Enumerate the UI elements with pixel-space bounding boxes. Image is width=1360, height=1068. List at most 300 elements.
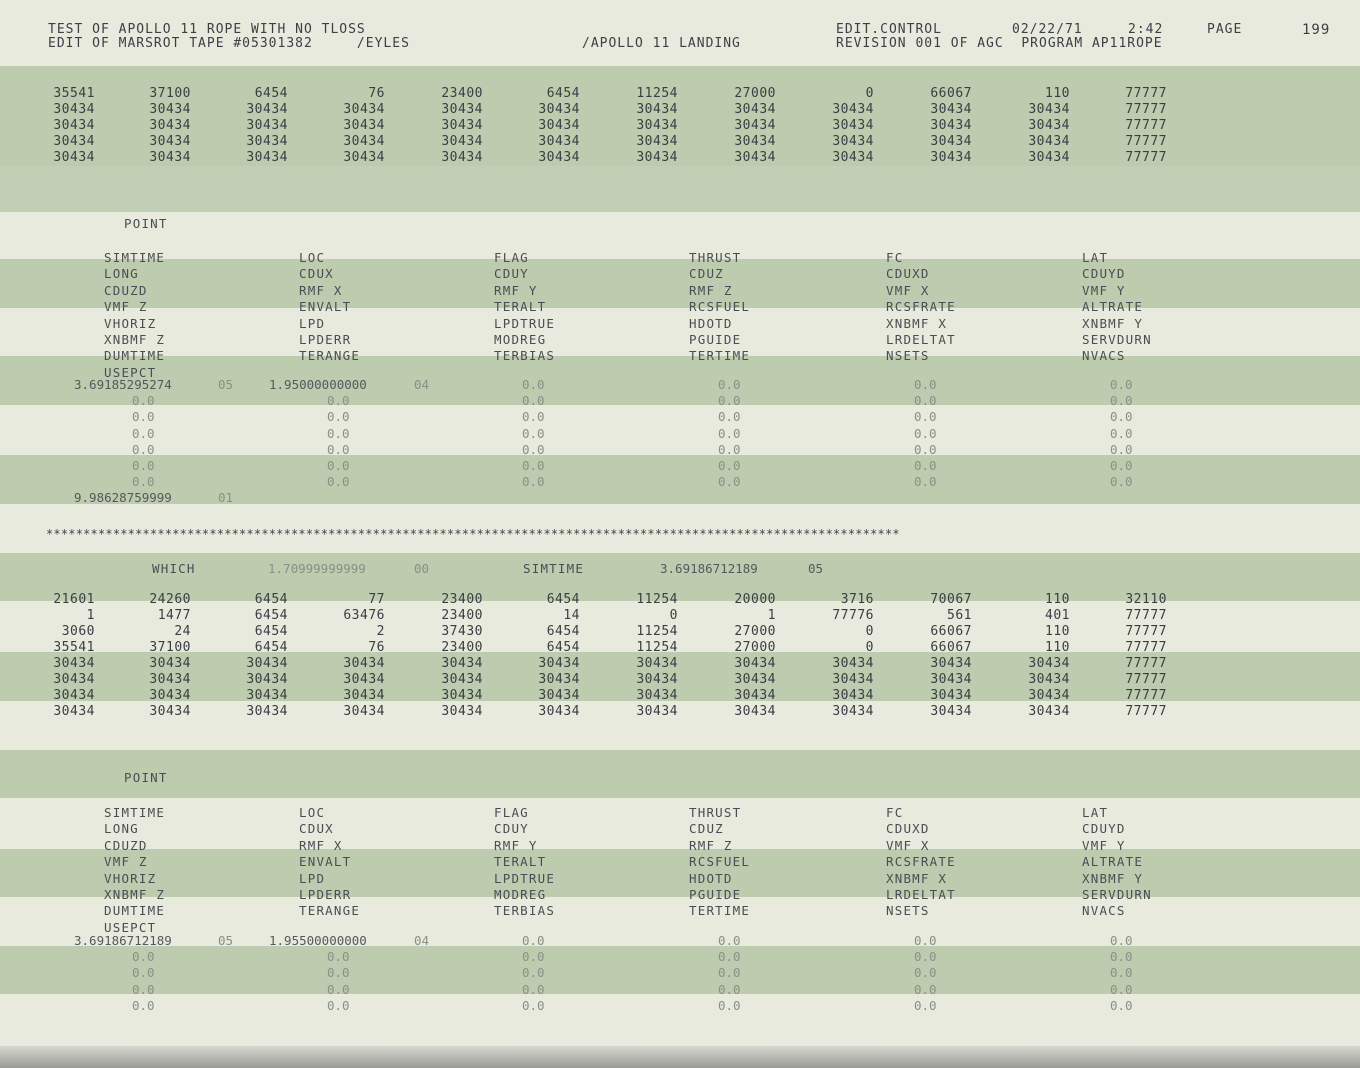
field-label: RMF Z: [689, 282, 733, 298]
table-cell: 30434: [930, 688, 972, 703]
table-cell: 110: [1045, 640, 1070, 655]
field-label: TERBIAS: [494, 348, 556, 364]
field-label: TERBIAS: [494, 903, 556, 919]
table-cell: 30434: [441, 150, 483, 165]
field-label: LPDTRUE: [494, 870, 556, 886]
value-cell: 0.0: [327, 458, 350, 473]
table-cell: 30434: [246, 672, 288, 687]
value-cell: 0.0: [718, 474, 741, 490]
table-cell: 30434: [441, 134, 483, 149]
paper-band: [0, 259, 1360, 308]
table-cell: 30434: [1028, 118, 1070, 133]
table-cell: 32110: [1125, 592, 1167, 607]
table-cell: 30434: [734, 150, 776, 165]
table-cell: 30434: [441, 656, 483, 671]
table-cell: 30434: [538, 150, 580, 165]
paper-band: [0, 356, 1360, 405]
table-cell: 77777: [1125, 118, 1167, 133]
table-cell: 30434: [1028, 688, 1070, 703]
table-cell: 30434: [734, 134, 776, 149]
table-cell: 30434: [538, 704, 580, 719]
field-label: CDUZD: [104, 282, 148, 298]
value-cell: 0.0: [132, 965, 155, 981]
table-cell: 30434: [930, 656, 972, 671]
table-cell: 30434: [538, 134, 580, 149]
value-cell: 0.0: [522, 393, 545, 409]
field-label: TERANGE: [299, 348, 361, 364]
table-cell: 30434: [246, 656, 288, 671]
field-label: DUMTIME: [104, 903, 166, 919]
field-label: NSETS: [886, 348, 930, 364]
table-cell: 30434: [53, 118, 95, 133]
paper-band: [0, 750, 1360, 798]
table-cell: 30434: [930, 672, 972, 687]
point-title: POINT: [124, 770, 168, 785]
field-label: TERTIME: [689, 903, 751, 919]
field-label: VMF X: [886, 837, 930, 853]
table-cell: 30434: [343, 704, 385, 719]
value-cell: 0.0: [914, 441, 937, 457]
field-label: VMF Y: [1082, 837, 1126, 853]
value-cell: 1.95500000000: [269, 933, 367, 948]
table-cell: 30434: [930, 134, 972, 149]
value-cell: 0.0: [718, 393, 741, 409]
table-cell: 30434: [343, 102, 385, 117]
value-cell: 0.0: [522, 965, 545, 981]
table-cell: 77777: [1125, 134, 1167, 149]
field-label: LPD: [299, 315, 326, 331]
value-cell: 0.0: [718, 458, 741, 473]
field-label: SIMTIME: [104, 805, 166, 820]
field-label: CDUY: [494, 266, 529, 282]
field-label: FLAG: [494, 805, 529, 820]
value-cell: 0.0: [914, 474, 937, 490]
table-cell: 30434: [636, 704, 678, 719]
field-label: CDUY: [494, 821, 529, 837]
table-cell: 24260: [149, 592, 191, 607]
field-label: XNBMF Z: [104, 332, 166, 347]
field-label: XNBMF Y: [1082, 315, 1144, 331]
value-cell: 0.0: [1110, 474, 1133, 490]
table-cell: 76: [368, 86, 385, 101]
value-cell: 0.0: [522, 949, 545, 965]
table-cell: 561: [947, 608, 972, 623]
value-cell: 0.0: [1110, 933, 1133, 948]
field-label: CDUZD: [104, 837, 148, 853]
table-cell: 30434: [734, 118, 776, 133]
field-label: TERALT: [494, 299, 547, 315]
field-label: DUMTIME: [104, 348, 166, 364]
value-cell: 0.0: [522, 981, 545, 997]
field-label: RMF X: [299, 282, 343, 298]
table-cell: 30434: [1028, 102, 1070, 117]
table-cell: 0: [669, 608, 678, 623]
field-label: XNBMF X: [886, 315, 948, 331]
field-label: LAT: [1082, 250, 1109, 265]
table-cell: 30434: [149, 102, 191, 117]
value-cell: 3.69186712189: [74, 933, 172, 948]
table-cell: 30434: [343, 150, 385, 165]
table-cell: 23400: [441, 592, 483, 607]
value-cell: 0.0: [718, 949, 741, 965]
table-cell: 110: [1045, 592, 1070, 607]
table-cell: 30434: [149, 688, 191, 703]
field-label: ENVALT: [299, 299, 352, 315]
field-label: PGUIDE: [689, 332, 742, 347]
point-title: POINT: [124, 216, 168, 231]
table-cell: 6454: [254, 592, 288, 607]
value-cell: 0.0: [522, 458, 545, 473]
page-number: 199: [1302, 22, 1331, 38]
value-cell: 0.0: [718, 997, 741, 1013]
table-cell: 2: [376, 624, 385, 639]
table-cell: 30434: [246, 150, 288, 165]
value-cell: 0.0: [522, 474, 545, 490]
field-label: NVACS: [1082, 903, 1126, 919]
value-cell: 0.0: [522, 377, 545, 392]
value-cell: 3.69185295274: [74, 377, 172, 392]
table-cell: 6454: [254, 624, 288, 639]
which-value: 1.70999999999: [268, 561, 366, 576]
value-cell: 0.0: [914, 965, 937, 981]
table-cell: 77777: [1125, 704, 1167, 719]
value-cell: 0.0: [914, 458, 937, 473]
table-cell: 30434: [441, 688, 483, 703]
table-cell: 30434: [832, 118, 874, 133]
table-cell: 30434: [149, 118, 191, 133]
field-label: SERVDURN: [1082, 887, 1152, 902]
table-cell: 11254: [636, 640, 678, 655]
field-label: VMF Y: [1082, 282, 1126, 298]
table-cell: 27000: [734, 624, 776, 639]
simtime-value: 3.69186712189: [660, 561, 758, 576]
which-exponent: 00: [414, 561, 430, 576]
value-cell: 0.0: [132, 949, 155, 965]
field-label: LOC: [299, 805, 326, 820]
table-cell: 30434: [53, 134, 95, 149]
exponent-cell: 05: [218, 377, 234, 392]
value-cell: 0.0: [327, 965, 350, 981]
table-cell: 77: [368, 592, 385, 607]
table-cell: 30434: [149, 150, 191, 165]
table-cell: 30434: [636, 656, 678, 671]
field-label: RMF Y: [494, 837, 538, 853]
table-cell: 30434: [149, 704, 191, 719]
table-cell: 30434: [343, 672, 385, 687]
table-cell: 30434: [343, 118, 385, 133]
table-cell: 6454: [546, 86, 580, 101]
value-cell: 0.0: [914, 933, 937, 948]
header-time: 2:42: [1128, 22, 1164, 37]
field-label: RMF Y: [494, 282, 538, 298]
value-cell: 0.0: [914, 393, 937, 409]
value-cell: 0.0: [132, 409, 155, 425]
table-cell: 77777: [1125, 86, 1167, 101]
field-label: FC: [886, 805, 904, 820]
table-cell: 30434: [832, 134, 874, 149]
table-cell: 30434: [636, 134, 678, 149]
table-cell: 30434: [149, 134, 191, 149]
table-cell: 14: [563, 608, 580, 623]
value-cell: 0.0: [1110, 458, 1133, 473]
field-label: LAT: [1082, 805, 1109, 820]
field-label: SERVDURN: [1082, 332, 1152, 347]
exponent-cell: 05: [218, 933, 234, 948]
field-label: RCSFUEL: [689, 299, 751, 315]
table-cell: 30434: [246, 102, 288, 117]
value-cell: 0.0: [718, 409, 741, 425]
value-cell: 0.0: [1110, 425, 1133, 441]
value-cell: 0.0: [1110, 981, 1133, 997]
field-label: VHORIZ: [104, 870, 157, 886]
table-cell: 30434: [538, 656, 580, 671]
table-cell: 77777: [1125, 624, 1167, 639]
field-label: CDUZ: [689, 821, 724, 837]
field-label: XNBMF Y: [1082, 870, 1144, 886]
field-label: HDOTD: [689, 315, 733, 331]
value-cell: 0.0: [132, 474, 155, 490]
table-cell: 30434: [832, 688, 874, 703]
value-cell: 0.0: [132, 997, 155, 1013]
table-cell: 77776: [832, 608, 874, 623]
field-label: RCSFRATE: [886, 854, 956, 870]
value-cell: 0.0: [1110, 393, 1133, 409]
field-label: TERALT: [494, 854, 547, 870]
table-cell: 30434: [636, 102, 678, 117]
field-label: TERTIME: [689, 348, 751, 364]
exponent-cell: 04: [414, 377, 430, 392]
table-cell: 77777: [1125, 608, 1167, 623]
table-cell: 11254: [636, 624, 678, 639]
exponent-cell: 04: [414, 933, 430, 948]
field-label: LRDELTAT: [886, 887, 956, 902]
field-label: ALTRATE: [1082, 854, 1144, 870]
table-cell: 66067: [930, 640, 972, 655]
table-cell: 30434: [832, 672, 874, 687]
table-cell: 30434: [1028, 704, 1070, 719]
field-label: USEPCT: [104, 919, 157, 935]
value-cell: 0.0: [327, 425, 350, 441]
value-cell: 1.95000000000: [269, 377, 367, 392]
field-label: LOC: [299, 250, 326, 265]
table-cell: 30434: [832, 150, 874, 165]
field-label: CDUXD: [886, 821, 930, 837]
field-label: RMF X: [299, 837, 343, 853]
field-label: VMF Z: [104, 299, 148, 315]
field-label: CDUX: [299, 821, 334, 837]
which-label: WHICH: [152, 561, 196, 576]
value-cell: 0.0: [522, 933, 545, 948]
value-cell: 0.0: [327, 474, 350, 490]
table-cell: 1: [86, 608, 95, 623]
header-center-title: /APOLLO 11 LANDING: [582, 36, 741, 51]
table-cell: 27000: [734, 640, 776, 655]
field-label: ALTRATE: [1082, 299, 1144, 315]
table-cell: 1477: [157, 608, 191, 623]
field-label: USEPCT: [104, 364, 157, 380]
field-label: LPDTRUE: [494, 315, 556, 331]
table-cell: 6454: [546, 640, 580, 655]
table-cell: 30434: [636, 688, 678, 703]
value-cell: 0.0: [327, 997, 350, 1013]
field-label: NSETS: [886, 903, 930, 919]
value-cell: 0.0: [1110, 949, 1133, 965]
table-cell: 30434: [53, 656, 95, 671]
table-cell: 76: [368, 640, 385, 655]
value-cell: 0.0: [132, 458, 155, 473]
value-cell: 0.0: [718, 425, 741, 441]
table-cell: 30434: [538, 688, 580, 703]
field-label: MODREG: [494, 332, 547, 347]
table-cell: 66067: [930, 86, 972, 101]
field-label: LRDELTAT: [886, 332, 956, 347]
table-cell: 70067: [930, 592, 972, 607]
table-cell: 110: [1045, 624, 1070, 639]
table-cell: 30434: [53, 704, 95, 719]
value-cell: 0.0: [1110, 997, 1133, 1013]
paper-band: [0, 455, 1360, 504]
table-cell: 6454: [546, 592, 580, 607]
value-cell: 0.0: [327, 393, 350, 409]
value-cell: 0.0: [914, 949, 937, 965]
header-subtitle: EDIT OF MARSROT TAPE #05301382 /EYLES: [48, 36, 410, 51]
revision-line: REVISION 001 OF AGC PROGRAM AP11ROPE: [836, 36, 1163, 51]
exponent-cell: 01: [218, 490, 234, 506]
table-cell: 30434: [53, 150, 95, 165]
table-cell: 30434: [53, 672, 95, 687]
table-cell: 6454: [254, 640, 288, 655]
table-cell: 27000: [734, 86, 776, 101]
field-label: RCSFUEL: [689, 854, 751, 870]
table-cell: 30434: [246, 704, 288, 719]
table-cell: 30434: [930, 118, 972, 133]
value-cell: 0.0: [522, 997, 545, 1013]
value-cell: 0.0: [327, 441, 350, 457]
table-cell: 401: [1045, 608, 1070, 623]
value-cell: 0.0: [132, 425, 155, 441]
table-cell: 30434: [53, 688, 95, 703]
value-cell: 0.0: [718, 377, 741, 392]
value-cell: 0.0: [914, 997, 937, 1013]
value-cell: 0.0: [914, 425, 937, 441]
field-label: RCSFRATE: [886, 299, 956, 315]
field-label: FC: [886, 250, 904, 265]
table-cell: 66067: [930, 624, 972, 639]
table-cell: 30434: [636, 118, 678, 133]
value-cell: 0.0: [522, 425, 545, 441]
header-date: 02/22/71: [1012, 22, 1083, 37]
value-cell: 0.0: [327, 981, 350, 997]
table-cell: 35541: [53, 86, 95, 101]
table-cell: 3716: [840, 592, 874, 607]
field-label: RMF Z: [689, 837, 733, 853]
value-cell: 0.0: [132, 981, 155, 997]
table-cell: 30434: [538, 102, 580, 117]
field-label: VHORIZ: [104, 315, 157, 331]
table-cell: 30434: [538, 118, 580, 133]
table-cell: 30434: [734, 656, 776, 671]
table-cell: 21601: [53, 592, 95, 607]
value-cell: 0.0: [327, 409, 350, 425]
table-cell: 30434: [1028, 672, 1070, 687]
header-title: TEST OF APOLLO 11 ROPE WITH NO TLOSS: [48, 22, 366, 37]
field-label: LPDERR: [299, 332, 352, 347]
separator-line: *******************************************************************************************************************: [46, 527, 900, 541]
table-cell: 30434: [636, 150, 678, 165]
table-cell: 37430: [441, 624, 483, 639]
table-cell: 30434: [734, 688, 776, 703]
value-cell: 0.0: [914, 981, 937, 997]
table-cell: 30434: [53, 102, 95, 117]
table-cell: 30434: [343, 688, 385, 703]
page-label: PAGE: [1207, 22, 1243, 37]
table-cell: 77777: [1125, 656, 1167, 671]
table-cell: 20000: [734, 592, 776, 607]
field-label: HDOTD: [689, 870, 733, 886]
value-cell: 0.0: [327, 949, 350, 965]
table-cell: 23400: [441, 640, 483, 655]
table-cell: 30434: [1028, 134, 1070, 149]
value-cell: 0.0: [718, 441, 741, 457]
table-cell: 30434: [441, 102, 483, 117]
field-label: SIMTIME: [104, 250, 166, 265]
field-label: LPD: [299, 870, 326, 886]
field-label: CDUXD: [886, 266, 930, 282]
field-label: VMF Z: [104, 854, 148, 870]
value-cell: 0.0: [718, 965, 741, 981]
table-cell: 6454: [254, 608, 288, 623]
table-cell: 30434: [1028, 656, 1070, 671]
value-cell: 0.0: [718, 933, 741, 948]
field-label: NVACS: [1082, 348, 1126, 364]
table-cell: 30434: [636, 672, 678, 687]
table-cell: 30434: [832, 102, 874, 117]
value-cell: 0.0: [1110, 441, 1133, 457]
table-cell: 30434: [832, 656, 874, 671]
field-label: LONG: [104, 266, 139, 282]
table-cell: 30434: [246, 688, 288, 703]
table-cell: 11254: [636, 592, 678, 607]
field-label: CDUX: [299, 266, 334, 282]
value-cell: 0.0: [914, 409, 937, 425]
table-cell: 11254: [636, 86, 678, 101]
field-label: VMF X: [886, 282, 930, 298]
field-label: XNBMF X: [886, 870, 948, 886]
field-label: CDUZ: [689, 266, 724, 282]
simtime-label: SIMTIME: [523, 561, 585, 576]
value-cell: 0.0: [914, 377, 937, 392]
table-cell: 30434: [930, 704, 972, 719]
table-cell: 1: [767, 608, 776, 623]
paper-band: [0, 946, 1360, 994]
table-cell: 63476: [343, 608, 385, 623]
table-cell: 30434: [343, 134, 385, 149]
table-cell: 30434: [832, 704, 874, 719]
table-cell: 30434: [246, 134, 288, 149]
field-label: XNBMF Z: [104, 887, 166, 902]
field-label: CDUYD: [1082, 266, 1126, 282]
table-cell: 30434: [734, 704, 776, 719]
table-cell: 0: [865, 86, 874, 101]
simtime-exponent: 05: [808, 561, 824, 576]
value-cell: 0.0: [522, 441, 545, 457]
value-cell: 0.0: [1110, 409, 1133, 425]
value-cell: 0.0: [718, 981, 741, 997]
table-cell: 0: [865, 624, 874, 639]
table-cell: 3060: [61, 624, 95, 639]
table-cell: 30434: [930, 150, 972, 165]
paper-band: [0, 849, 1360, 897]
